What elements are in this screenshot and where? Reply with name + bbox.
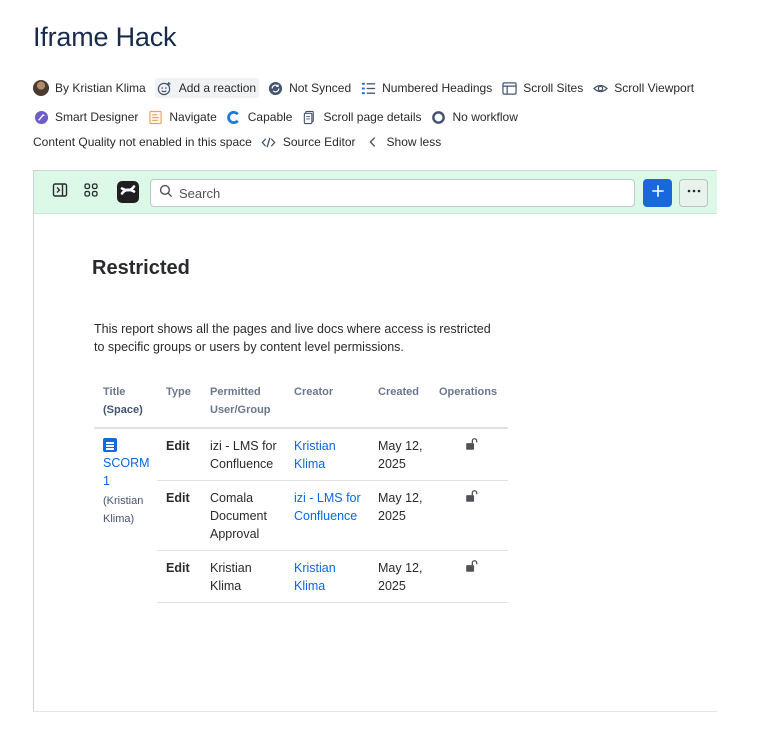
table-header-row <box>94 381 508 428</box>
create-button[interactable] <box>643 179 672 207</box>
workflow-icon <box>431 109 447 125</box>
column-header-operations[interactable]: Operations <box>430 381 508 428</box>
chevron-left-icon <box>365 134 381 150</box>
not-synced-label: Not Synced <box>289 81 352 95</box>
byline-row <box>33 132 733 152</box>
page-details-icon <box>301 109 317 125</box>
expand-sidebar-button[interactable] <box>48 180 72 204</box>
code-icon <box>261 134 277 150</box>
column-header-title[interactable]: Title (Space) <box>94 381 157 428</box>
restricted-pages-table <box>94 381 508 603</box>
page-title: Iframe Hack <box>33 22 177 52</box>
navigate-icon <box>147 109 163 125</box>
scroll-sites-button[interactable] <box>501 78 583 98</box>
numbered-headings-label: Numbered Headings <box>382 81 493 95</box>
restriction-type: Edit <box>157 428 201 481</box>
navigate-label: Navigate <box>169 110 217 124</box>
source-editor-label: Source Editor <box>282 135 356 149</box>
more-icon <box>686 183 702 204</box>
permitted-group: Kristian Klima <box>201 551 285 603</box>
numbered-list-icon <box>360 80 376 96</box>
unlock-icon[interactable] <box>464 440 478 454</box>
author-label: By Kristian Klima <box>55 81 146 95</box>
restriction-type: Edit <box>157 551 201 603</box>
no-workflow-button[interactable] <box>431 107 518 127</box>
capable-label: Capable <box>247 110 293 124</box>
created-date: May 12, 2025 <box>369 428 430 481</box>
byline-row <box>33 78 733 98</box>
page-icon <box>103 438 117 452</box>
capable-logo-icon <box>226 109 242 125</box>
layout-icon <box>501 80 517 96</box>
more-actions-button[interactable] <box>679 179 708 207</box>
scroll-sites-label: Scroll Sites <box>523 81 584 95</box>
table-row <box>94 551 508 603</box>
column-header-permitted[interactable]: Permitted User/Group <box>201 381 285 428</box>
smiley-add-icon <box>157 80 173 96</box>
column-header-creator[interactable]: Creator <box>285 381 369 428</box>
report-heading: Restricted <box>92 257 190 279</box>
created-date: May 12, 2025 <box>369 551 430 603</box>
search-input[interactable] <box>179 186 619 201</box>
creator-link[interactable]: Kristian Klima <box>294 439 336 471</box>
not-synced-button[interactable] <box>267 78 351 98</box>
byline-row <box>33 107 733 127</box>
search-icon <box>159 184 173 203</box>
restriction-type: Edit <box>157 481 201 551</box>
table-row <box>94 481 508 551</box>
plus-icon <box>651 184 665 203</box>
confluence-top-navigation <box>34 171 717 214</box>
scroll-page-details-label: Scroll page details <box>323 110 422 124</box>
table-row <box>94 428 508 481</box>
search-field[interactable] <box>150 179 635 207</box>
page-link[interactable]: SCORM 1 <box>103 456 150 488</box>
confluence-logo-button[interactable] <box>117 181 139 203</box>
scroll-page-details-button[interactable] <box>301 107 421 127</box>
creator-link[interactable]: izi - LMS for Confluence <box>294 491 361 523</box>
add-reaction-label: Add a reaction <box>178 81 257 95</box>
sync-icon <box>267 80 283 96</box>
unlock-icon[interactable] <box>464 562 478 576</box>
navigate-button[interactable] <box>147 107 216 127</box>
unlock-icon[interactable] <box>464 492 478 506</box>
permitted-group: izi - LMS for Confluence <box>201 428 285 481</box>
created-date: May 12, 2025 <box>369 481 430 551</box>
confluence-logo-icon <box>120 182 136 203</box>
show-less-button[interactable] <box>365 132 442 152</box>
column-header-type[interactable]: Type <box>157 381 201 428</box>
content-quality-label: Content Quality not enabled in this space <box>33 135 252 149</box>
numbered-headings-button[interactable] <box>360 78 492 98</box>
creator-link[interactable]: Kristian Klima <box>294 561 336 593</box>
capable-button[interactable] <box>226 107 293 127</box>
column-header-space: (Space) <box>103 404 143 416</box>
source-editor-button[interactable] <box>261 132 356 152</box>
show-less-label: Show less <box>386 135 442 149</box>
sidebar-expand-icon <box>52 182 68 203</box>
report-description: This report shows all the pages and live docs where access is restricted to specific groups or users by content level permissions. <box>94 322 491 354</box>
permitted-group: Comala Document Approval <box>201 481 285 551</box>
embedded-iframe <box>33 170 717 712</box>
scroll-viewport-label: Scroll Viewport <box>614 81 695 95</box>
app-grid-icon <box>83 182 99 203</box>
page-title-cell <box>94 428 157 603</box>
smart-designer-button[interactable] <box>33 107 138 127</box>
eye-icon <box>592 80 608 96</box>
column-header-created[interactable]: Created <box>369 381 430 428</box>
content-quality-status <box>33 132 252 152</box>
no-workflow-label: No workflow <box>452 110 518 124</box>
author-byline[interactable] <box>33 78 146 98</box>
smart-designer-label: Smart Designer <box>55 110 139 124</box>
scroll-viewport-button[interactable] <box>592 78 694 98</box>
designer-icon <box>33 109 49 125</box>
add-reaction-button[interactable] <box>155 78 259 98</box>
page-space: (Kristian Klima) <box>103 495 144 525</box>
app-switcher-button[interactable] <box>79 180 103 204</box>
avatar <box>33 80 49 96</box>
